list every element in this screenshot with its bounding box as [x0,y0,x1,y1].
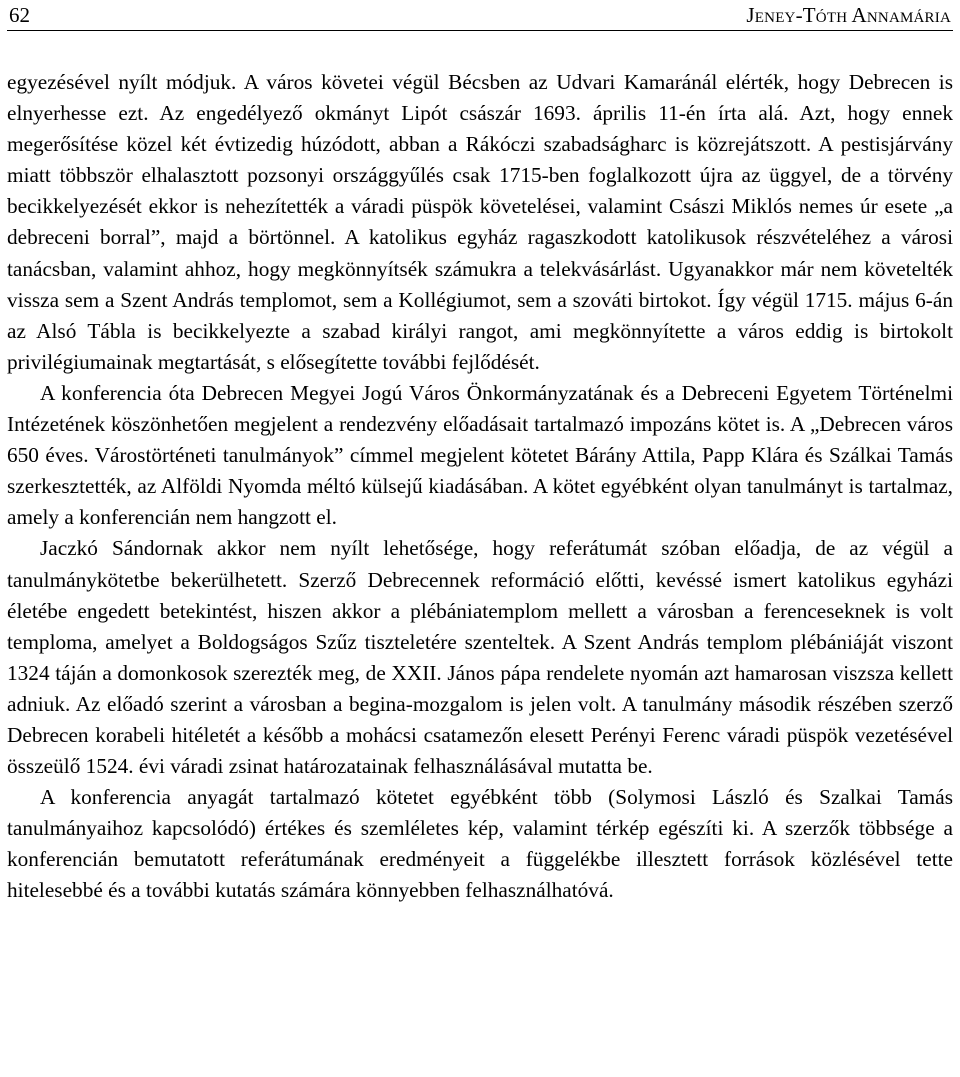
body-text [7,67,953,907]
paragraph: Jaczkó Sándornak akkor nem nyílt lehetősége, hogy referátumát szóban előadja, de az végül a tanulmánykötetbe bekerülhetett. Szerző Debrecennek reformáció előtti, kevéssé ismert katolikus egyházi életébe engedett betekintést, hiszen akkor a plébániatemplom mellett a városban a ferenceseknek is volt temploma, amelyet a Boldogságos Szűz tiszteletére szenteltek. A Szent András templom plébániáját viszont 1324 táján a domonkosok szerezték meg, de XXII. János pápa rendelete nyomán azt hamarosan viszsza kellett adniuk. Az előadó szerint a városban a begina-mozgalom is jelen volt. A tanulmány második részében szerző Debrecen korabeli hitéletét a később a mohácsi csatamezőn elesett Perényi Ferenc váradi püspök vezetésével összeülő 1524. évi váradi zsinat határozatainak felhasználásával mutatta be. [7,536,953,779]
running-header [7,2,953,31]
page-number: 62 [9,3,30,27]
paragraph: egyezésével nyílt módjuk. A város követei végül Bécsben az Udvari Kamaránál elérték, hogy Debrecen is elnyerhesse ezt. Az engedélyező okmányt Lipót császár 1693. április 11-én írta alá. Azt, hogy ennek megerősítése közel két évtizedig húzódott, abban a Rákóczi szabadságharc is közrejátszott. A pestisjárvány miatt többször elhalasztott pozsonyi országgyűlés csak 1715-ben foglalkozott újra az üggyel, de a törvény becikkelyezését ekkor is nehezítették a váradi püspök követelései, valamint Császi Miklós nemes úr esete „a debreceni borral”, majd a börtönnel. A katolikus egyház ragaszkodott katolikusok részvételéhez a városi tanácsban, valamint ahhoz, hogy megkönnyítsék számukra a telekvásárlást. Ugyanakkor már nem követelték vissza sem a Szent András templomot, sem a Kollégiumot, sem a szováti birtokot. Így végül 1715. május 6-án az Alsó Tábla is becikkelyezte a szabad királyi rangot, ami megkönnyítette a város eddig is birtokolt privilégiumainak megtartását, s elősegítette további fejlődését. [7,70,953,374]
paragraph: A konferencia óta Debrecen Megyei Jogú Város Önkormányzatának és a Debreceni Egyetem Történelmi Intézetének köszönhetően megjelent a rendezvény előadásait tartalmazó impozáns kötet is. A „Debrecen város 650 éves. Várostörténeti tanulmányok” címmel megjelent kötetet Bárány Attila, Papp Klára és Szálkai Tamás szerkesztették, az Alföldi Nyomda méltó külsejű kiadásában. A kötet egyébként olyan tanulmányt is tartalmaz, amely a konferencián nem hangzott el. [7,380,953,530]
running-author: Jeney-Tóth Annamária [746,3,951,27]
paragraph: A konferencia anyagát tartalmazó kötetet egyébként több (Solymosi László és Szalkai Tamás tanulmányaihoz kapcsolódó) értékes és szemléletes kép, valamint térkép egészíti ki. A szerzők többsége a konferencián bemutatott referátumának eredményeit a függelékbe illesztett források közlésével tette hitelesebbé és a további kutatás számára könnyebben felhasználhatóvá. [7,785,953,903]
